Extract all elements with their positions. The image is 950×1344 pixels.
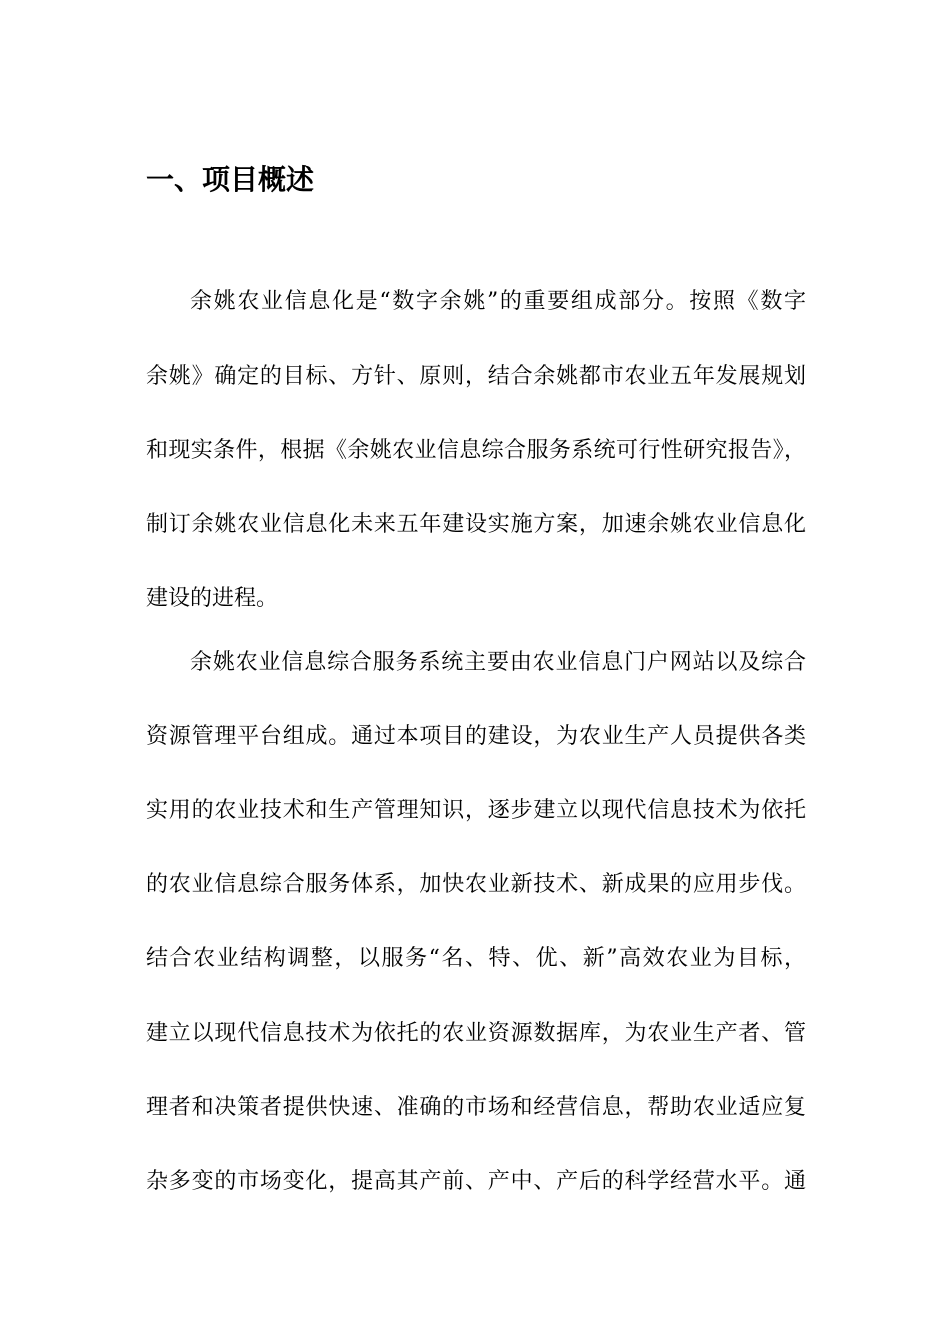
section-heading: 一、项目概述	[146, 163, 315, 196]
paragraph-line: 和现实条件，根据《余姚农业信息综合服务系统可行性研究报告》，	[146, 438, 806, 463]
paragraph-line: 资源管理平台组成。通过本项目的建设，为农业生产人员提供各类	[146, 724, 806, 749]
paragraph-line: 余姚农业信息综合服务系统主要由农业信息门户网站以及综合	[190, 650, 806, 675]
paragraph-line: 结合农业结构调整，以服务“名、特、优、新”高效农业为目标，	[146, 946, 806, 971]
paragraph-line: 的农业信息综合服务体系，加快农业新技术、新成果的应用步伐。	[146, 872, 806, 897]
paragraph-line: 建立以现代信息技术为依托的农业资源数据库，为农业生产者、管	[146, 1021, 806, 1046]
paragraph-line: 理者和决策者提供快速、准确的市场和经营信息，帮助农业适应复	[146, 1095, 806, 1120]
paragraph-line: 余姚农业信息化是“数字余姚”的重要组成部分。按照《数字	[190, 289, 806, 314]
paragraph-line: 建设的进程。	[146, 586, 279, 611]
paragraph-line: 实用的农业技术和生产管理知识，逐步建立以现代信息技术为依托	[146, 798, 806, 823]
paragraph-line: 制订余姚农业信息化未来五年建设实施方案，加速余姚农业信息化	[146, 512, 806, 537]
paragraph-line: 杂多变的市场变化，提高其产前、产中、产后的科学经营水平。通	[146, 1169, 806, 1194]
paragraph-line: 余姚》确定的目标、方针、原则，结合余姚都市农业五年发展规划	[146, 364, 806, 389]
